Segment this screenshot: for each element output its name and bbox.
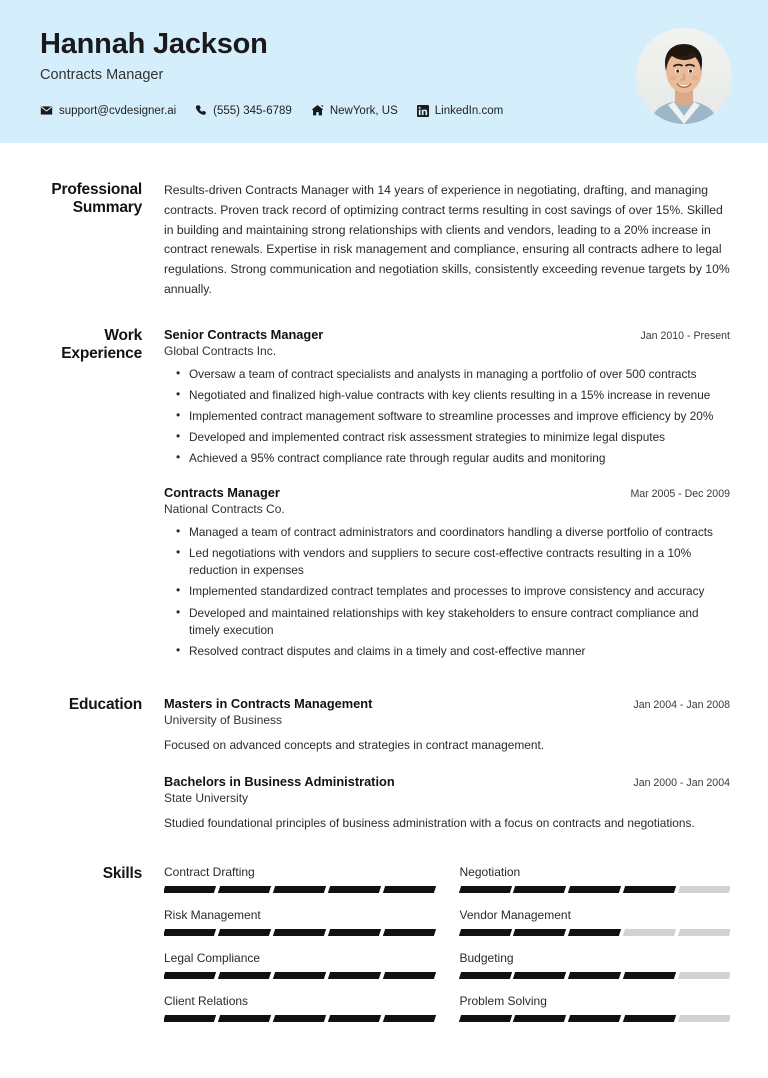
section-label-summary: Professional Summary [51, 181, 142, 217]
list-item: • Managed a team of contract administrators and coordinators handling a diverse portfolio of contracts [189, 524, 730, 541]
skill-level-segment [382, 886, 435, 893]
skill-level-bar [460, 1015, 731, 1022]
skill-item [164, 908, 435, 936]
list-item: • Implemented standardized contract templates and processes to improve consistency and accuracy [189, 583, 730, 600]
skill-level-segment [458, 929, 511, 936]
section-label-experience: Work Experience [61, 326, 142, 362]
list-item: • Oversaw a team of contract specialists and analysts in managing a portfolio of over 500 contracts [189, 366, 730, 383]
skill-level-segment [164, 972, 216, 979]
skill-level-segment [273, 886, 326, 893]
list-item: • Developed and implemented contract risk assessment strategies to minimize legal disputes [189, 429, 730, 446]
education-description: Studied foundational principles of business administration with a focus on contracts and negotiations. [164, 815, 695, 830]
contact-location[interactable] [311, 104, 398, 117]
list-item: • Led negotiations with vendors and suppliers to secure cost-effective contracts resulting in a 10% reduction in expenses [189, 545, 730, 579]
skill-name: Contract Drafting [164, 864, 255, 879]
skill-name: Legal Compliance [164, 950, 261, 965]
skill-level-segment [623, 972, 676, 979]
list-item: • Achieved a 95% contract compliance rate through regular audits and monitoring [189, 450, 730, 467]
skill-item [460, 908, 731, 936]
skill-level-segment [218, 886, 271, 893]
envelope-icon [40, 104, 53, 117]
contact-linkedin-text: LinkedIn.com [434, 104, 504, 117]
avatar [636, 28, 732, 124]
education-school: University of Business [164, 713, 283, 728]
contact-phone-text: (555) 345-6789 [213, 104, 292, 117]
skill-name: Problem Solving [459, 993, 547, 1008]
skill-level-segment [678, 886, 730, 893]
experience-entry [164, 485, 730, 661]
list-item: • Implemented contract management software to streamline processes and improve efficiency by 20% [189, 408, 730, 425]
skill-item [460, 951, 731, 979]
skill-level-segment [623, 1015, 676, 1022]
skill-level-segment [273, 929, 326, 936]
list-item: • Resolved contract disputes and claims in a timely and cost-effective manner [189, 643, 730, 660]
skill-name: Client Relations [164, 993, 249, 1008]
skill-item [164, 951, 435, 979]
skill-level-segment [218, 972, 271, 979]
contact-email[interactable] [40, 104, 176, 117]
skill-level-segment [382, 1015, 435, 1022]
skill-level-bar [164, 929, 435, 936]
list-item: • Negotiated and finalized high-value contracts with key clients resulting in a 15% increase in revenue [189, 387, 730, 404]
education-entries [164, 696, 730, 832]
section-work-experience [40, 327, 730, 665]
experience-organization: National Contracts Co. [164, 501, 285, 516]
experience-date: Mar 2005 - Dec 2009 [630, 487, 730, 500]
section-education [40, 696, 730, 832]
education-entry [164, 696, 730, 754]
education-degree: Bachelors in Business Administration [164, 773, 395, 789]
linkedin-icon [417, 105, 429, 117]
skill-level-segment [568, 1015, 621, 1022]
contact-linkedin[interactable] [417, 105, 503, 117]
skill-level-segment [678, 929, 730, 936]
skills-grid [164, 865, 730, 1037]
skill-level-segment [458, 1015, 511, 1022]
experience-date: Jan 2010 - Present [640, 329, 730, 342]
skill-level-segment [218, 929, 271, 936]
skill-level-segment [513, 886, 566, 893]
skill-level-segment [328, 972, 381, 979]
experience-title: Contracts Manager [164, 484, 280, 500]
summary-text: Results-driven Contracts Manager with 14 years of experience in negotiating, drafting, and managing contracts. Proven track record of optimizing contract terms resulting in cost savings of over 15%. Skilled in building and maintaining strong relationships with clients and vendors, leading to a 20% increase in contract renewals. Expertise in risk management and compliance, ensuring all contracts adhere to legal regulations. Strong communication and negotiation skills, consistently exceeding revenue targets by 10% annually. [164, 183, 730, 296]
education-entry [164, 774, 730, 832]
skill-name: Budgeting [459, 950, 514, 965]
education-degree: Masters in Contracts Management [164, 696, 373, 712]
section-label-education: Education [68, 696, 142, 714]
skill-level-segment [568, 972, 621, 979]
resume-body [0, 181, 768, 1037]
experience-entry [164, 327, 730, 468]
experience-bullets [164, 524, 730, 661]
skill-level-segment [678, 972, 730, 979]
skill-level-segment [382, 972, 435, 979]
home-icon [311, 104, 324, 117]
skill-level-bar [164, 886, 435, 893]
resume-header [0, 0, 768, 143]
experience-organization: Global Contracts Inc. [164, 343, 277, 358]
skill-level-segment [623, 929, 676, 936]
skill-level-segment [623, 886, 676, 893]
skill-level-segment [568, 886, 621, 893]
skill-level-segment [273, 972, 326, 979]
page-title: Hannah Jackson [40, 28, 268, 60]
contact-location-text: NewYork, US [329, 104, 398, 117]
skill-level-segment [273, 1015, 326, 1022]
education-school: State University [164, 790, 249, 805]
skill-level-bar [164, 1015, 435, 1022]
skill-name: Vendor Management [459, 907, 571, 922]
skill-level-bar [460, 886, 731, 893]
skill-level-bar [164, 972, 435, 979]
contact-row [40, 104, 503, 117]
skill-name: Risk Management [164, 907, 261, 922]
skill-item [460, 865, 731, 893]
experience-entries [164, 327, 730, 665]
skill-level-bar [460, 929, 731, 936]
education-date: Jan 2000 - Jan 2004 [633, 776, 730, 789]
skill-item [460, 994, 731, 1022]
section-label-skills: Skills [102, 864, 142, 882]
skill-level-segment [328, 929, 381, 936]
experience-title: Senior Contracts Manager [164, 326, 324, 342]
skill-level-segment [382, 929, 435, 936]
skill-level-segment [513, 929, 566, 936]
header-identity [40, 26, 503, 117]
skill-level-segment [678, 1015, 730, 1022]
skill-level-segment [568, 929, 621, 936]
contact-email-text: support@cvdesigner.ai [59, 104, 177, 117]
skill-level-segment [328, 1015, 381, 1022]
skill-level-segment [328, 886, 381, 893]
skill-level-segment [513, 972, 566, 979]
contact-phone[interactable] [195, 104, 292, 117]
skill-name: Negotiation [459, 864, 521, 879]
skill-level-segment [458, 972, 511, 979]
skill-level-segment [164, 1015, 216, 1022]
list-item: • Developed and maintained relationships with key stakeholders to ensure contract compliance and timely execution [189, 605, 730, 639]
skill-level-segment [458, 886, 511, 893]
skill-item [164, 994, 435, 1022]
skill-level-segment [513, 1015, 566, 1022]
skill-level-segment [164, 886, 216, 893]
skill-item [164, 865, 435, 893]
job-title: Contracts Manager [40, 67, 164, 84]
skill-level-segment [218, 1015, 271, 1022]
section-skills [40, 865, 730, 1037]
education-description: Focused on advanced concepts and strategies in contract management. [164, 738, 545, 753]
skill-level-bar [460, 972, 731, 979]
section-professional-summary [40, 181, 730, 300]
skill-level-segment [164, 929, 216, 936]
education-date: Jan 2004 - Jan 2008 [633, 699, 730, 712]
experience-bullets [164, 366, 730, 468]
phone-icon [195, 104, 207, 117]
